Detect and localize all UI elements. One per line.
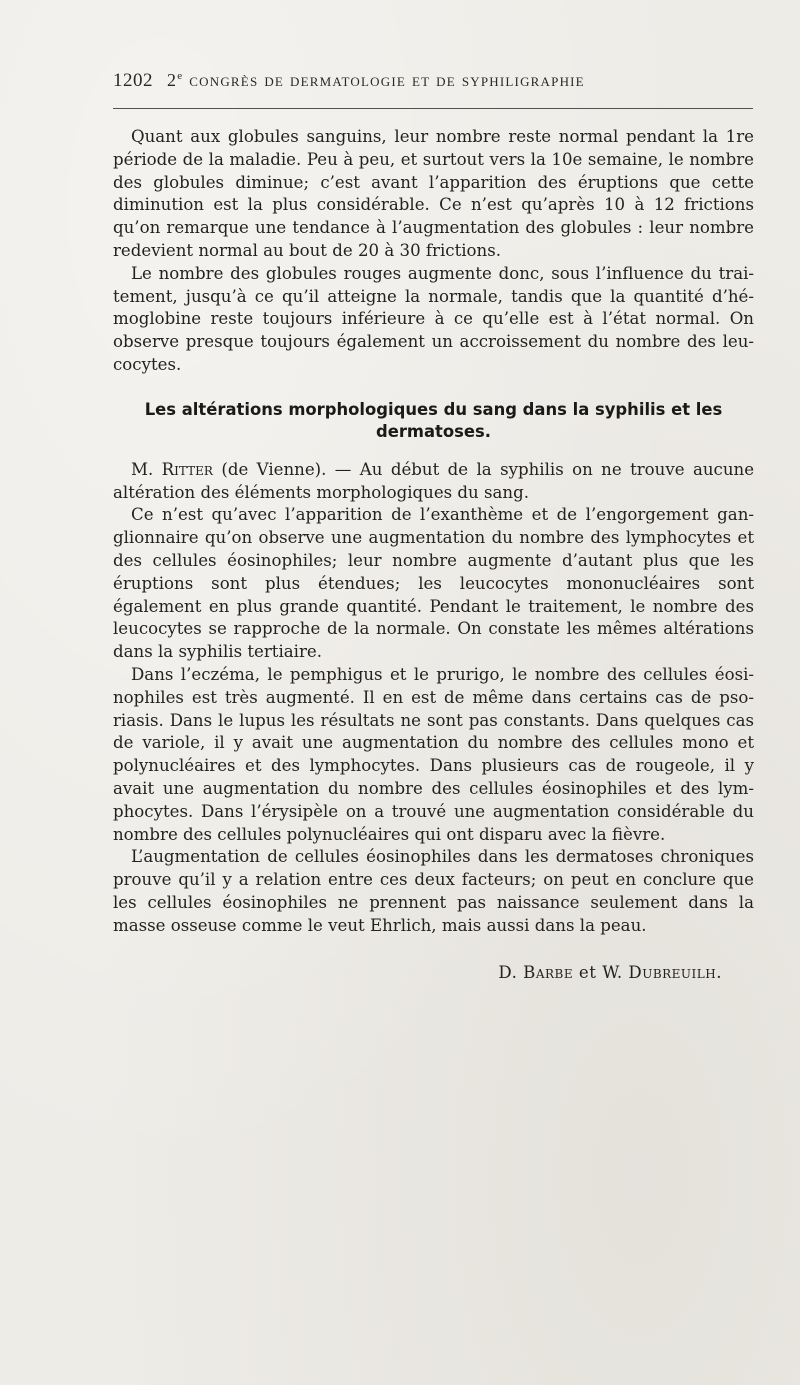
speaker-name: Ritter [161,459,213,479]
section-paragraph-3: Dans l’eczéma, le pemphigus et le prurigo, le nombre des cellules éosinophiles est très augmenté. Il en est de même dans certains cas de psoriasis. Dans le lupus les résultats ne sont pas constants. Dans quelques cas de variole, il y avait une augmentation du nombre des cellules mono et polynucléaires et des lymphocytes. Dans plusieurs cas de rougeole, il y avait une augmentation du nombre des cellules éosinophiles et des lymphocytes. Dans l’érysipèle on a trouvé une augmentation considérable du nombre des cellules polynucléaires qui ont disparu avec la fièvre. [113,664,754,844]
author-signature [113,962,754,985]
intro-paragraph-2: Le nombre des globules rouges augmente donc, sous l’influence du traitement, jusqu’à ce qu’il atteigne la normale, tandis que la quantité d’hémoglobine reste toujours inférieure à ce qu’elle est à l’état normal. On observe presque toujours également un accroissement du nombre des leucocytes. [113,263,754,374]
page-number: 1202 [113,70,153,91]
conference-ordinal: 2 [167,70,178,90]
conference-number [167,70,183,90]
conference-title: congrès de dermatologie et de syphiligraphie [189,70,585,91]
author-connector: et [578,962,597,982]
section-paragraph-4: L’augmentation de cellules éosinophiles dans les dermatoses chroniques prouve qu’il y a relation entre ces deux facteurs; on peut en conclure que les cellules éosinophiles ne prennent pas naissance seulement dans la masse osseuse comme le veut Ehrlich, mais aussi dans la peau. [113,847,754,935]
article-body [113,126,754,984]
intro-paragraph-1: Quant aux globules sanguins, leur nombre reste normal pendant la 1re période de la maladie. Peu à peu, et surtout vers la 10e semaine, le nombre des globules diminue; c’est avant l’apparition des éruptions que cette diminution est la plus considérable. Ce n’est qu’après 10 à 12 frictions qu’on remarque une tendance à l’augmentation des globules : leur nombre redevient normal au bout de 20 à 30 frictions. [113,127,754,260]
running-header [113,70,753,100]
first-author-initial: D. [498,962,518,982]
first-author-name: Barbe [523,962,574,982]
second-author-name: Dubreuilh. [628,962,722,982]
section-heading: Les altérations morphologiques du sang dans la syphilis et les dermatoses. [144,399,723,441]
speaker-prefix: M. [131,459,154,479]
speaker-text: (de Vienne). — Au début de la syphilis on ne trouve aucune altération des éléments morphologiques du sang. [113,459,755,502]
section-paragraph-1 [113,459,754,505]
second-author-initial: W. [602,962,623,982]
section-paragraph-2: Ce n’est qu’avec l’apparition de l’exanthème et de l’engorgement ganglionnaire qu’on observe une augmentation du nombre des lymphocytes et des cellules éosinophiles; leur nombre augmente d’autant plus que les éruptions sont plus étendues; les leucocytes mononucléaires sont également en plus grande quantité. Pendant le traitement, le nombre des leucocytes se rapproche de la normale. On constate les mêmes altérations dans la syphilis tertiaire. [113,505,754,662]
header-divider [113,108,753,109]
conference-ordinal-suffix: e [177,70,184,82]
